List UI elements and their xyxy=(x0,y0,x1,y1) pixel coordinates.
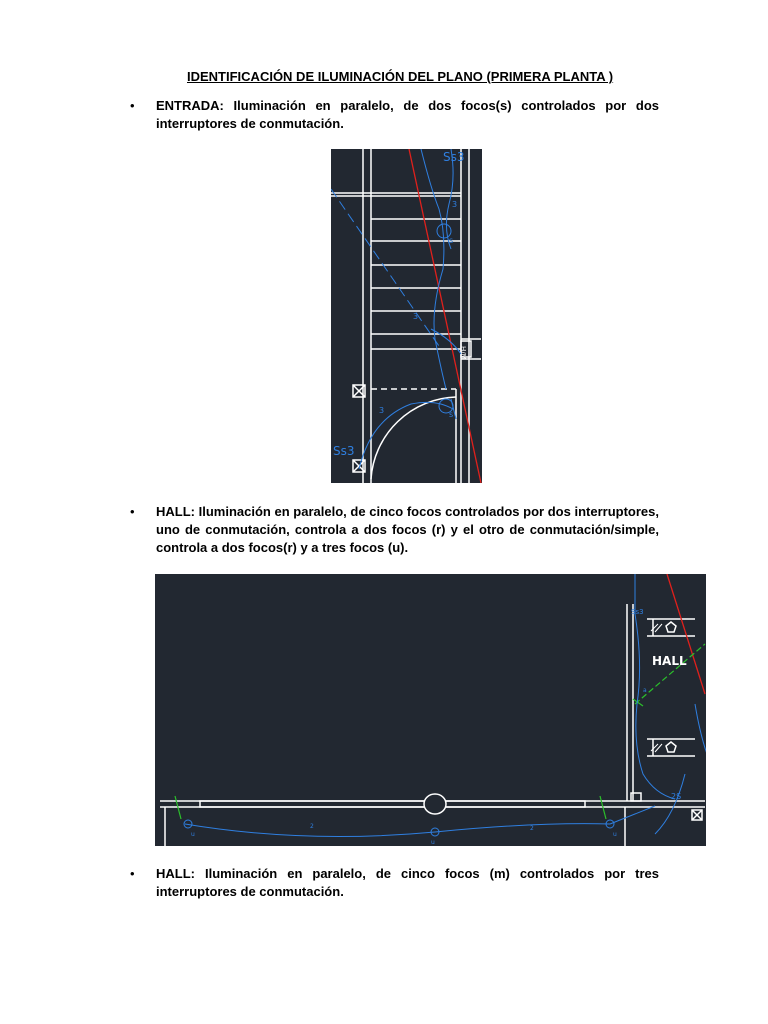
paragraph-text: Iluminación en paralelo, de cinco focos (m) controlados por tres interruptores de conmutación. xyxy=(156,866,659,899)
label-u-right: u xyxy=(613,831,617,838)
entrada-red-line xyxy=(409,149,481,483)
label-2-right: 2 xyxy=(530,825,534,832)
bullet-hall-1: • xyxy=(130,504,135,519)
paragraph-label: ENTRADA: xyxy=(156,98,224,113)
label-s-low: s xyxy=(449,410,454,419)
entrada-walls xyxy=(331,149,481,483)
plan-hall xyxy=(155,574,706,846)
entrada-wiring xyxy=(331,149,461,469)
paragraph-hall-2 xyxy=(156,865,659,901)
label-r: a xyxy=(643,687,647,694)
paragraph-hall-1 xyxy=(156,503,659,557)
paragraph-label: HALL: xyxy=(156,504,195,519)
label-2-left: 2 xyxy=(310,823,314,830)
label-s-top: s xyxy=(449,236,454,245)
label-switch-bottom: 2S xyxy=(671,792,682,801)
hall-hatch xyxy=(651,624,662,752)
bullet-entrada: • xyxy=(130,98,135,113)
bullet-hall-2: • xyxy=(130,866,135,881)
label-3-top: 3 xyxy=(452,200,458,209)
label-3-mid: 3 xyxy=(413,312,419,321)
label-room-hall: HALL xyxy=(652,654,687,668)
label-switch-top: Ss3 xyxy=(443,150,465,164)
hall-green-wiring xyxy=(175,644,705,819)
paragraph-text: Iluminación en paralelo, de cinco focos controlados por dos interruptores, uno de conmutación, controla a dos focos (r) y el otro de conmutación/simple, controla a dos focos(r) y a tres focos (u). xyxy=(156,504,659,555)
label-switch-top: Ss3 xyxy=(631,608,644,616)
label-u-left: u xyxy=(191,831,195,838)
plan-hall-drawing xyxy=(155,574,706,846)
paragraph-entrada xyxy=(156,97,659,133)
hall-column xyxy=(424,794,446,814)
document-title: IDENTIFICACIÓN DE ILUMINACIÓN DEL PLANO (PRIMERA PLANTA ) xyxy=(187,69,614,84)
hall-red-line xyxy=(667,574,705,694)
label-switch-bottom: Ss3 xyxy=(333,444,355,458)
plan-entrada-drawing xyxy=(331,149,482,483)
paragraph-label: HALL: xyxy=(156,866,195,881)
paragraph-text: Iluminación en paralelo, de dos focos(s) controlados por dos interruptores de conmutación. xyxy=(156,98,659,131)
plan-entrada xyxy=(331,149,482,483)
label-wall-tag: H/M xyxy=(459,346,467,360)
label-u-mid: u xyxy=(431,839,435,846)
label-3-low: 3 xyxy=(379,406,385,415)
